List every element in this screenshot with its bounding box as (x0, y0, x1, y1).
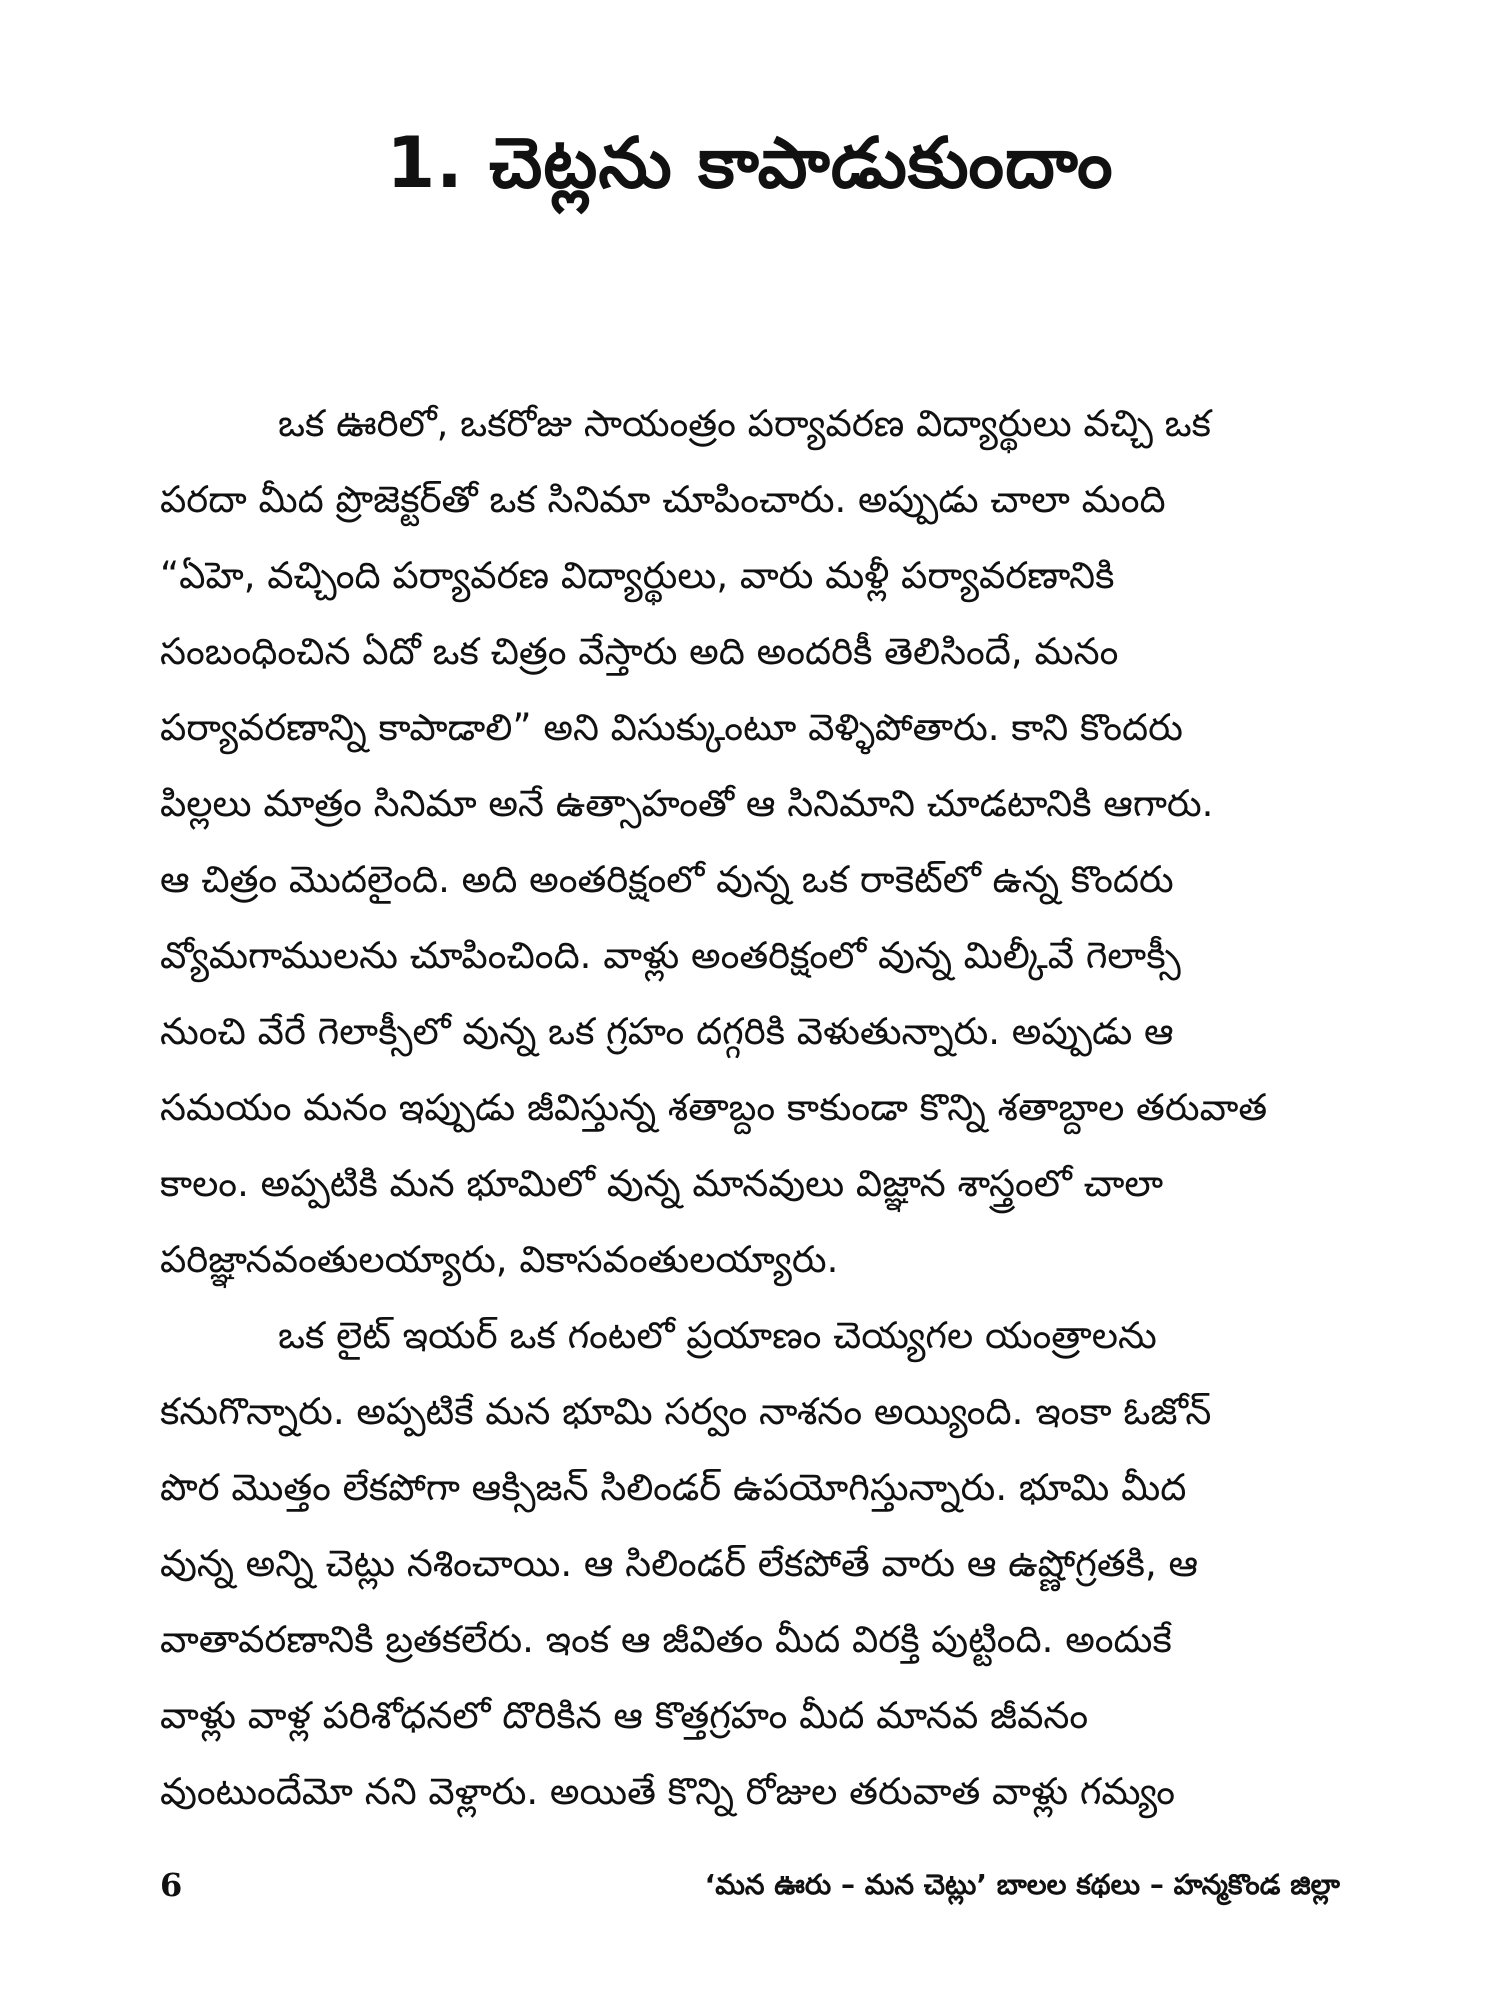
paragraph-1-line-3: “ఏహె, వచ్చింది పర్యావరణ విద్యార్థులు, వారు మళ్లీ పర్యావరణానికి (160, 554, 1115, 597)
paragraph-1-line-9: నుంచి వేరే గెలాక్సీలో వున్న ఒక గ్రహం దగ్గరికి వెళుతున్నారు. అప్పుడు ఆ (160, 1010, 1174, 1053)
paragraph-2-line-3: పొర మొత్తం లేకపోగా ఆక్సిజన్ సిలిండర్ ఉపయోగిస్తున్నారు. భూమి మీద (160, 1466, 1187, 1509)
paragraph-1-line-8: వ్యోమగాములను చూపించింది. వాళ్లు అంతరిక్షంలో వున్న మిల్కీవే గెలాక్సీ (160, 934, 1181, 977)
paragraph-1-line-7: ఆ చిత్రం మొదలైంది. అది అంతరిక్షంలో వున్న ఒక రాకెట్‌లో ఉన్న కొందరు (160, 858, 1174, 901)
paragraph-2-line-4: వున్న అన్ని చెట్లు నశించాయి. ఆ సిలిండర్ లేకపోతే వారు ఆ ఉష్ణోగ్రతకి, ఆ (160, 1542, 1199, 1585)
page-footer (160, 1860, 1340, 1910)
paragraph-1-line-11: కాలం. అప్పటికి మన భూమిలో వున్న మానవులు విజ్ఞాన శాస్త్రంలో చాలా (160, 1162, 1164, 1205)
paragraph-1-line-12: పరిజ్ఞానవంతులయ్యారు, వికాసవంతులయ్యారు. (160, 1238, 839, 1281)
chapter-title: 1. చెట్లను కాపాడుకుందాం (386, 122, 1114, 204)
story-body (160, 386, 1340, 1830)
page-number: 6 (160, 1866, 183, 1904)
paragraph-1-line-10: సమయం మనం ఇప్పుడు జీవిస్తున్న శతాబ్దం కాకుండా కొన్ని శతాబ్దాల తరువాత (160, 1086, 1268, 1129)
paragraph-1-line-6: పిల్లలు మాత్రం సినిమా అనే ఉత్సాహంతో ఆ సినిమాని చూడటానికి ఆగారు. (160, 782, 1214, 825)
paragraph-1-line-5: పర్యావరణాన్ని కాపాడాలి” అని విసుక్కుంటూ వెళ్ళిపోతారు. కాని కొందరు (160, 706, 1183, 749)
book-caption: ‘మన ఊరు – మన చెట్లు’ బాలల కథలు – హన్మకొండ జిల్లా (704, 1868, 1340, 1901)
paragraph-1-line-2: పరదా మీద ప్రొజెక్టర్‌తో ఒక సినిమా చూపించారు. అప్పుడు చాలా మంది (160, 478, 1166, 521)
paragraph-2-line-1: ఒక లైట్ ఇయర్ ఒక గంటలో ప్రయాణం చెయ్యగల యంత్రాలను (278, 1314, 1157, 1357)
paragraph-2-line-6: వాళ్లు వాళ్ల పరిశోధనలో దొరికిన ఆ కొత్తగ్రహం మీద మానవ జీవనం (160, 1694, 1089, 1737)
paragraph-2-line-7: వుంటుందేమో నని వెళ్లారు. అయితే కొన్ని రోజుల తరువాత వాళ్లు గమ్యం (160, 1770, 1176, 1813)
paragraph-2-line-5: వాతావరణానికి బ్రతకలేరు. ఇంక ఆ జీవితం మీద విరక్తి పుట్టింది. అందుకే (160, 1618, 1172, 1661)
paragraph-1-line-4: సంబంధించిన ఏదో ఒక చిత్రం వేస్తారు అది అందరికీ తెలిసిందే, మనం (160, 630, 1119, 673)
paragraph-1-line-1: ఒక ఊరిలో, ఒకరోజు సాయంత్రం పర్యావరణ విద్యార్థులు వచ్చి ఒక (278, 402, 1211, 445)
paragraph-2-line-2: కనుగొన్నారు. అప్పటికే మన భూమి సర్వం నాశనం అయ్యింది. ఇంకా ఓజోన్ (160, 1390, 1212, 1433)
